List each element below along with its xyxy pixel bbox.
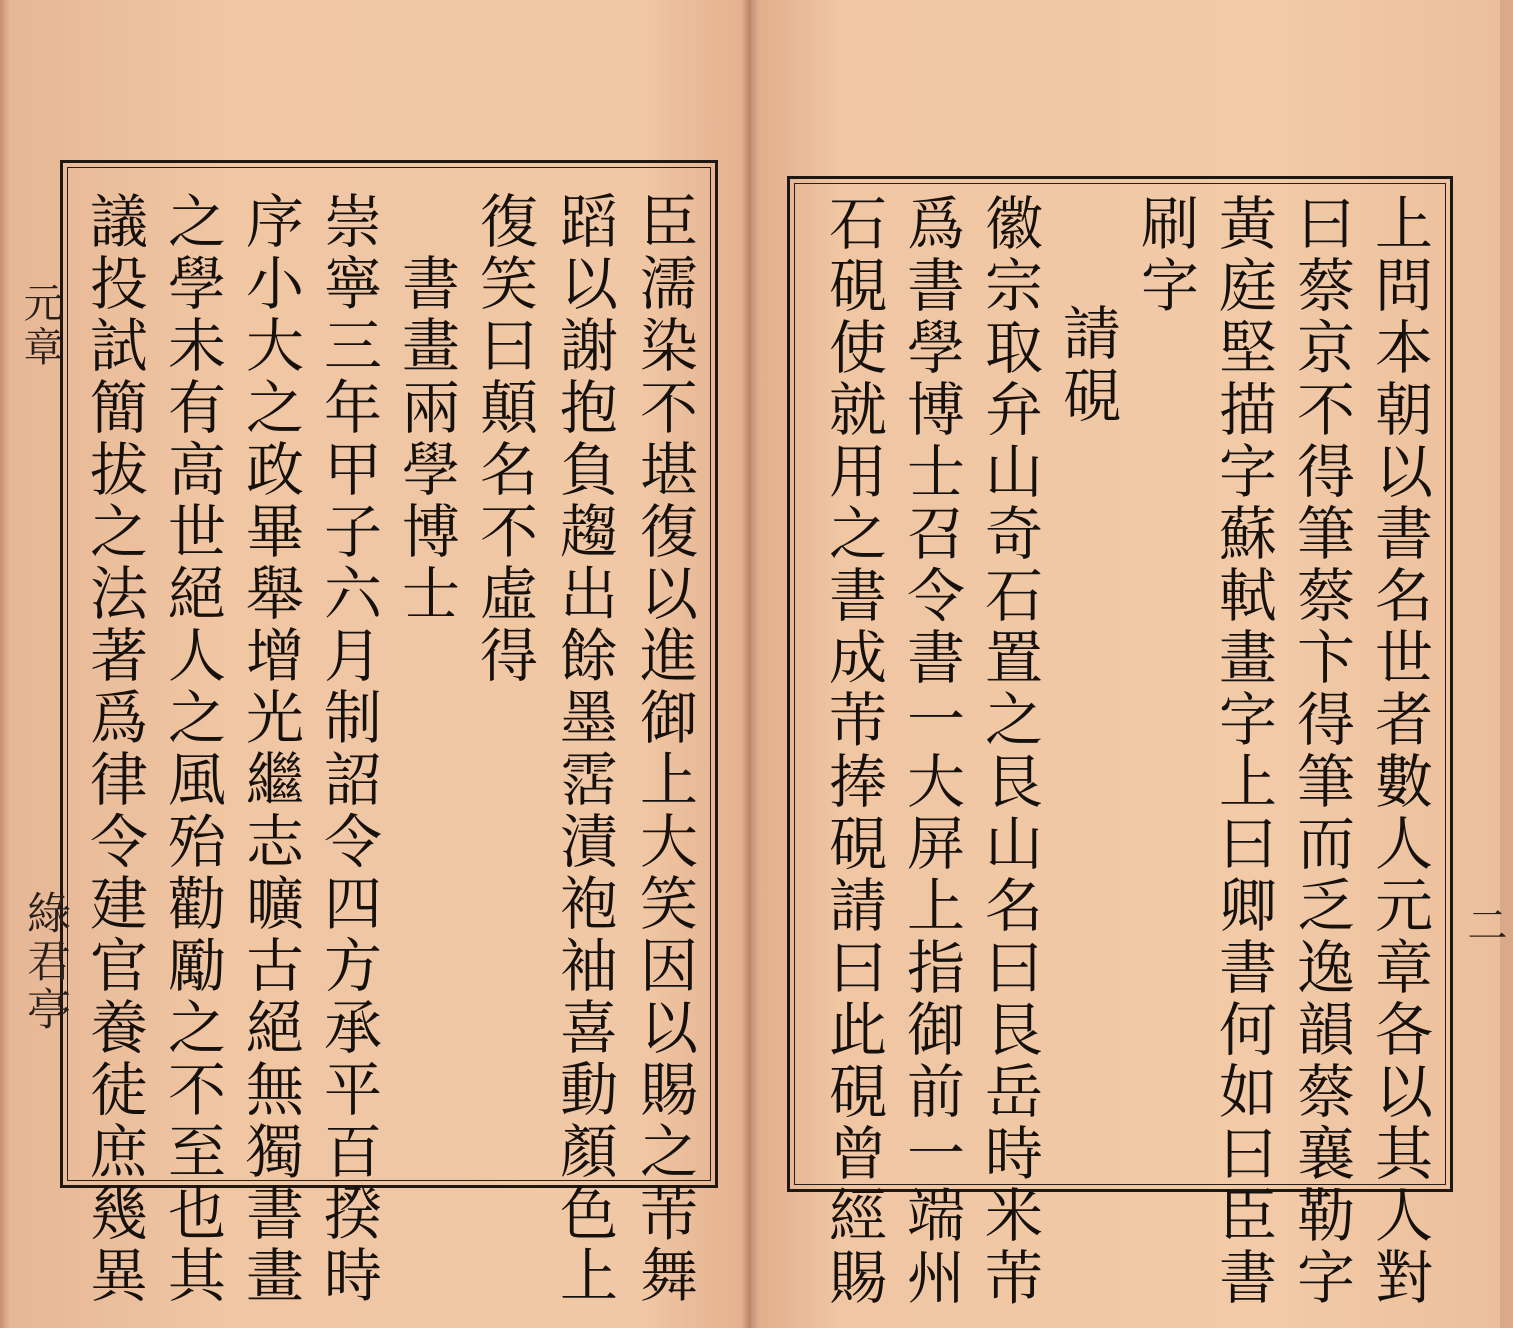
left-column-6: 序小大之政畢舉增光繼志曠古絕無獨書畫 bbox=[236, 191, 304, 1307]
left-column-1: 臣濡染不堪復以進御上大笑因以賜之芾舞 bbox=[630, 191, 698, 1307]
left-column-3: 復笑曰顛名不虛得 bbox=[470, 191, 538, 687]
right-text-frame bbox=[787, 176, 1453, 1309]
margin-publisher: 綠君亭 bbox=[19, 890, 70, 1034]
right-column-8: 石硯使就用之書成芾捧硯請曰此硯曾經賜 bbox=[819, 193, 887, 1309]
left-column-8: 議投試簡拔之法著爲律令建官養徒庶幾異 bbox=[80, 191, 148, 1307]
right-column-6: 徽宗取弁山奇石置之艮山名曰艮岳時米芾 bbox=[975, 193, 1043, 1309]
right-column-2: 曰蔡京不得筆蔡卞得筆而乏逸韻蔡襄勒字 bbox=[1287, 193, 1355, 1309]
left-column-5: 崇寧三年甲子六月制詔令四方承平百揆時 bbox=[314, 191, 382, 1307]
left-page-edge bbox=[0, 0, 10, 1328]
left-column-7: 之學未有高世絕人之風殆勸勵之不至也其 bbox=[158, 191, 226, 1307]
right-column-4: 刷字 bbox=[1131, 193, 1199, 317]
book-gutter bbox=[742, 0, 760, 1328]
left-section-heading: 書畫兩學博士 bbox=[392, 253, 460, 625]
left-text-frame bbox=[60, 160, 718, 1307]
right-column-3: 黃庭堅描字蘇軾畫字上曰卿書何如曰臣書 bbox=[1209, 193, 1277, 1309]
right-column-7: 爲書學博士召令書一大屏上指御前一端州 bbox=[897, 193, 965, 1309]
left-column-2: 蹈以謝抱負趨出餘墨霑漬袍袖喜動顏色上 bbox=[550, 191, 618, 1307]
right-section-heading: 請硯 bbox=[1053, 303, 1121, 427]
margin-title: 元章 bbox=[17, 282, 63, 370]
margin-page-number: 二 bbox=[1461, 904, 1507, 948]
right-column-1: 上問本朝以書名世者數人元章各以其人對 bbox=[1365, 193, 1433, 1309]
